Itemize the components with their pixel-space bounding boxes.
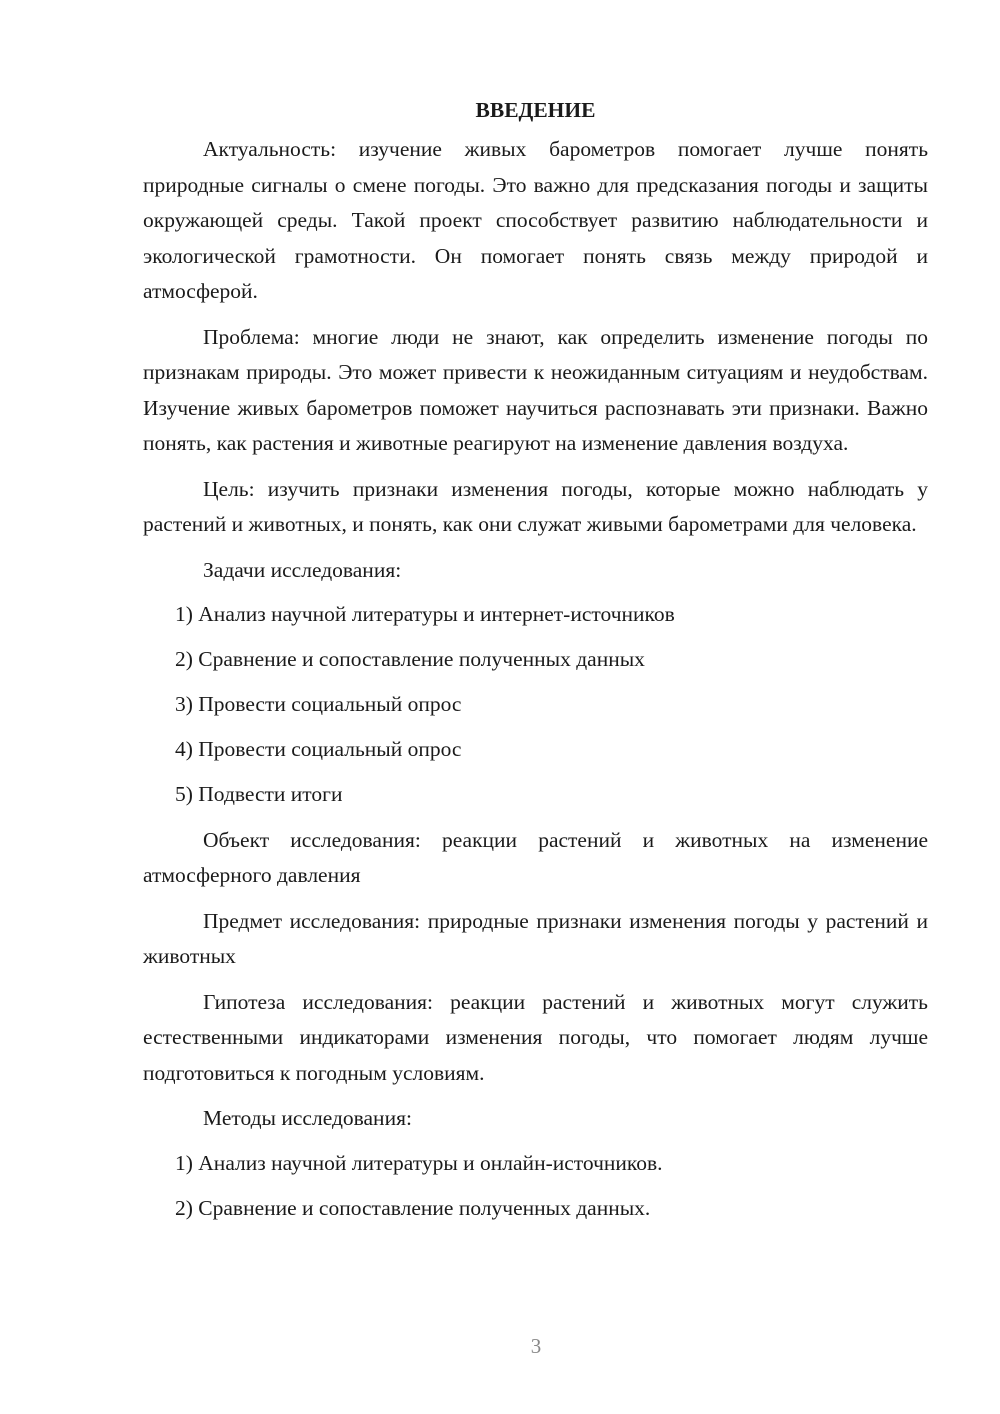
page-number: 3 xyxy=(530,1334,542,1358)
task-item: 3) Провести социальный опрос xyxy=(175,692,462,716)
methods-list xyxy=(143,1146,928,1227)
subject-paragraph: Предмет исследования: природные признаки изменения погоды у растений и животных xyxy=(143,908,928,968)
task-item: 5) Подвести итоги xyxy=(175,782,343,806)
problem-paragraph: Проблема: многие люди не знают, как определить изменение погоды по признакам природы. Это может привести к неожиданным ситуациям и неудобствам. Изучение живых барометров поможет научиться распознавать эти признаки. Важно понять, как растения и животные реагируют на изменение давления воздуха. xyxy=(143,324,928,455)
document-page xyxy=(143,92,928,1236)
goal-paragraph: Цель: изучить признаки изменения погоды, которые можно наблюдать у растений и животных, и понять, как они служат живыми барометрами для человека. xyxy=(143,476,928,536)
methods-heading: Методы исследования: xyxy=(203,1106,412,1130)
relevance-paragraph: Актуальность: изучение живых барометров помогает лучше понять природные сигналы о смене погоды. Это важно для предсказания погоды и защиты окружающей среды. Такой проект способствует развитию наблюдательности и экологической грамотности. Он помогает понять связь между природой и атмосферой. xyxy=(143,137,928,303)
method-item: 2) Сравнение и сопоставление полученных данных. xyxy=(175,1195,651,1220)
section-title: ВВЕДЕНИЕ xyxy=(475,98,596,122)
method-item: 1) Анализ научной литературы и онлайн-источников. xyxy=(175,1150,663,1175)
task-item: 1) Анализ научной литературы и интернет-источников xyxy=(175,602,675,626)
task-item: 2) Сравнение и сопоставление полученных данных xyxy=(175,647,645,671)
object-paragraph: Объект исследования: реакции растений и животных на изменение атмосферного давления xyxy=(143,827,928,887)
tasks-heading: Задачи исследования: xyxy=(203,557,402,582)
task-item: 4) Провести социальный опрос xyxy=(175,737,462,761)
hypothesis-paragraph: Гипотеза исследования: реакции растений и животных могут служить естественными индикаторами изменения погоды, что помогает людям лучше подготовиться к погодным условиям. xyxy=(143,989,928,1085)
tasks-list xyxy=(143,597,928,813)
